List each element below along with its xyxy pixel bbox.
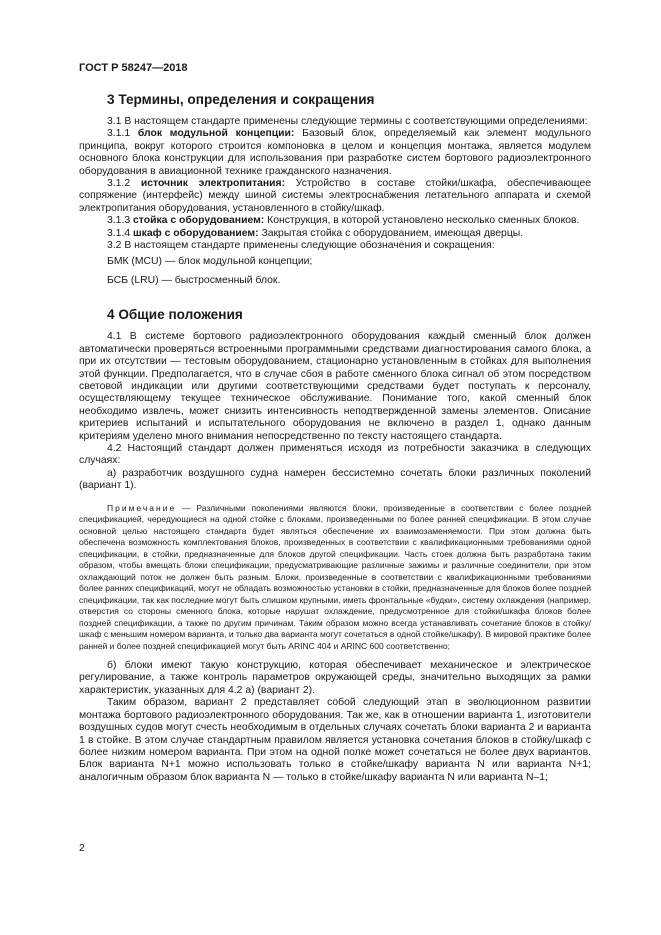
note-text: — Различными поколениями являются блоки, произведенные в соответствии с более поздней спецификацией, чередующиеся на одной стойке с блоками, произведенными по более ранней спецификации. В этом случае основной целью настоящего стандарта будет являться обеспечение их взаимозаменяемости. При этом должна быть обеспечена возможность комплектования блоков, произведенных в соответствии с квалификационными требованиями одной спецификации, в стойки, предназначенные для блоков другой спецификации. Часть стоек должна быть разработана таким образом, чтобы вмещать блоки спецификации, предусматривающие различные зажимы и различные соединители, при этом охлаждающий поток не должен быть разным. Блоки, произведенные в соответствии с квалификационными требованиями более ранних спецификаций, могут не обладать возможностью установки в стойки, предназначенные для блоков более поздней спецификации, так как последние могут быть слишком крупными, иметь фронтальные «будки», систему охлаждения (например, отверстия со стороны сменного блока, которые нарушат охлаждение, предусмотренное для стойки/шкафа блоков более поздней спецификации, а также по другим причинам. Таким образом можно всегда устанавливать сочетание блоков в стойку/шкаф с меньшим номером варианта, и только два варианта могут сочетаться в одной стойке/шкафу). В мировой практике более ранней и более поздней спецификацией могут быть ARINC 404 и ARINC 600 соответственно; xyxy=(79,502,591,651)
paragraph-variant-2: Таким образом, вариант 2 представляет собой следующий этап в эволюционном развитии монтажа бортового радиоэлектронного оборудования. Так же, как в отношении варианта 1, изготовители воздушных судов могут счесть необходимым в отдельных случаях сочетать блоки варианта 2 и варианта 1 в стойке. В этом случае стандартным правилом является установка сочетания блоков в стойку/шкаф с более низким номером варианта. При этом на одной полке может сочетаться не более двух вариантов. Блок варианта N+1 можно использовать только в стойке/шкафу варианта N или варианта N+1; аналогичным образом блок варианта N — только в стойке/шкафу варианта N или варианта N–1; xyxy=(79,697,591,783)
term-definition: Базовый блок, определяемый как элемент модульного принципа, вокруг которого строится компоновка в целом и концепция монтажа, является модулем основного блока конструкции для использования при разработке систем бортового радиоэлектронного оборудования в авиационной технике гражданского назначения. xyxy=(79,128,591,177)
abbreviation-mcu: БМК (MCU) — блок модульной концепции; xyxy=(107,256,313,268)
term-number: 3.1.3 xyxy=(107,215,133,227)
term-name: шкаф с оборудованием: xyxy=(133,227,259,239)
section-4-title: 4 Общие положения xyxy=(107,307,243,323)
section-3-title: 3 Термины, определения и сокращения xyxy=(107,92,375,107)
term-3-1-1 xyxy=(79,128,591,178)
note xyxy=(79,503,591,653)
page-number: 2 xyxy=(79,842,85,854)
document-header: ГОСТ Р 58247—2018 xyxy=(79,62,188,74)
paragraph-3-1: 3.1 В настоящем стандарте применены следующие термины с соответствующими определениями: xyxy=(107,116,588,127)
paragraph-3-2: 3.2 В настоящем стандарте применены следующие обозначения и сокращения: xyxy=(107,240,495,252)
paragraph-4-2-a: а) разработчик воздушного судна намерен бессистемно сочетать блоки различных поколений (вариант 1). xyxy=(79,467,591,492)
term-3-1-3 xyxy=(79,215,591,227)
abbreviation-lru: БСБ (LRU) — быстросменный блок. xyxy=(107,274,281,286)
paragraph-4-2: 4.2 Настоящий стандарт должен применяться исходя из потребности заказчика в следующих случаях: xyxy=(79,442,591,467)
note-label: Примечание xyxy=(107,502,177,513)
term-name: блок модульной концепции: xyxy=(137,128,295,140)
paragraph-4-1: 4.1 В системе бортового радиоэлектронного оборудования каждый сменный блок должен автоматически проверяться встроенными программными средствами диагностирования самого блока, а при их отсутствии — тестовым оборудованием, стационарно установленным в стойках для выполнения этой функции. Предполагается, что в случае сбоя в работе сменного блока сигнал об этом посредством световой индикации или другими соответствующими средствами будет поступать к персоналу, осуществляющему текущее техническое обслуживание. Понимание того, какой сменный блок необходимо извлечь, может снизить интенсивность неподтвержденной замены элементов. Описание критериев испытаний и испытательного оборудования не включено в раздел 1, однако данным критериям уделено много внимания непосредственно по тексту настоящего стандарта. xyxy=(79,331,591,442)
term-name: стойка с оборудованием: xyxy=(133,215,265,227)
term-name: источник электропитания: xyxy=(140,178,286,190)
term-definition: Устройство в составе стойки/шкафа, обеспечивающее сопряжение (интерфейс) между шиной системы электроснабжения летательного аппарата и схемой электропитания оборудования, установленного в стойку/шкаф. xyxy=(79,178,591,214)
term-definition: Конструкция, в которой установлено несколько сменных блоков. xyxy=(264,215,580,227)
paragraph-4-2-b: б) блоки имеют такую конструкцию, которая обеспечивает механическое и электрическое регулирование, а также контроль параметров окружающей среды, значительно выходящих за рамки характеристик, указанных для 4.2 а) (вариант 2). xyxy=(79,660,591,696)
term-3-1-4 xyxy=(79,228,591,240)
term-3-1-2 xyxy=(79,178,591,215)
term-definition: Закрытая стойка с оборудованием, имеющая дверцы. xyxy=(258,227,524,239)
term-number: 3.1.4 xyxy=(107,227,133,239)
term-number: 3.1.1 xyxy=(107,128,138,140)
term-number: 3.1.2 xyxy=(107,178,141,190)
page-content xyxy=(79,92,591,784)
